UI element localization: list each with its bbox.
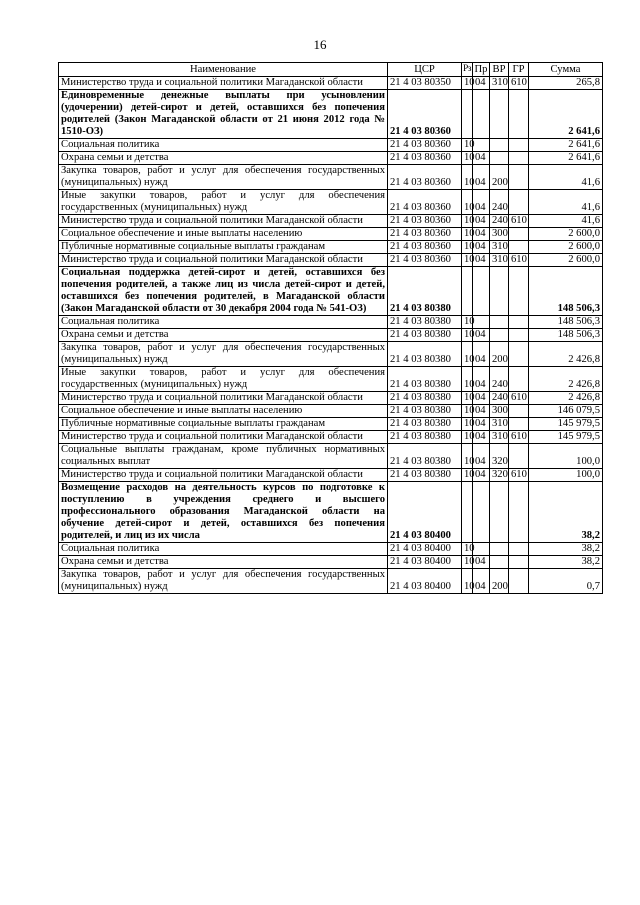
row-vr-cell: 200 [490,165,509,190]
row-gr-cell [509,90,529,139]
row-csr-cell: 21 4 03 80380 [388,316,462,329]
row-rz-cell: 10 [462,367,473,392]
row-sum-cell: 2 641,6 [529,139,603,152]
row-name-cell: Единовременные денежные выплаты при усыновлении (удочерении) детей-сирот и детей, оставшихся без попечения родителей (Закон Магаданской области от 21 июня 2012 года № 1510-ОЗ) [59,90,388,139]
row-csr-cell: 21 4 03 80400 [388,482,462,543]
table-row [59,228,603,241]
header-csr: ЦСР [388,63,462,77]
row-csr-cell: 21 4 03 80360 [388,152,462,165]
row-rz-cell: 10 [462,569,473,594]
row-sum-cell: 148 506,3 [529,316,603,329]
row-sum-cell: 41,6 [529,190,603,215]
row-vr-cell: 300 [490,228,509,241]
row-name-cell: Возмещение расходов на деятельность курсов по подготовке к поступлению в учреждения среднего и высшего профессионального образования Магаданской области на обучение детей-сирот и детей, оставшихся без попечения родителей, и лиц из их числа [59,482,388,543]
header-rz: Рз [462,63,473,77]
row-rz-cell: 10 [462,405,473,418]
row-sum-cell: 0,7 [529,569,603,594]
row-sum-cell: 38,2 [529,543,603,556]
row-vr-cell: 200 [490,342,509,367]
row-pr-cell: 04 [473,444,490,469]
row-pr-cell: 04 [473,367,490,392]
row-gr-cell [509,329,529,342]
row-csr-cell: 21 4 03 80380 [388,329,462,342]
table-row [59,90,603,139]
row-rz-cell: 10 [462,431,473,444]
row-gr-cell [509,367,529,392]
row-sum-cell: 2 426,8 [529,367,603,392]
row-gr-cell [509,241,529,254]
row-name-cell: Министерство труда и социальной политики Магаданской области [59,469,388,482]
row-gr-cell [509,165,529,190]
row-name-cell: Публичные нормативные социальные выплаты гражданам [59,241,388,254]
row-rz-cell [462,482,473,543]
table-row [59,469,603,482]
row-name-cell: Охрана семьи и детства [59,329,388,342]
table-row [59,316,603,329]
row-sum-cell: 265,8 [529,77,603,90]
row-csr-cell: 21 4 03 80350 [388,77,462,90]
row-csr-cell: 21 4 03 80360 [388,165,462,190]
row-pr-cell: 04 [473,241,490,254]
row-sum-cell: 2 641,6 [529,90,603,139]
row-pr-cell: 04 [473,329,490,342]
row-sum-cell: 146 079,5 [529,405,603,418]
row-gr-cell [509,556,529,569]
row-pr-cell [473,482,490,543]
row-vr-cell: 310 [490,431,509,444]
row-gr-cell: 610 [509,254,529,267]
row-vr-cell [490,543,509,556]
row-sum-cell: 148 506,3 [529,329,603,342]
table-row [59,190,603,215]
table-row [59,329,603,342]
row-csr-cell: 21 4 03 80380 [388,367,462,392]
row-gr-cell: 610 [509,392,529,405]
row-name-cell: Охрана семьи и детства [59,152,388,165]
row-gr-cell [509,405,529,418]
row-sum-cell: 100,0 [529,469,603,482]
row-rz-cell: 10 [462,543,473,556]
row-gr-cell: 610 [509,469,529,482]
row-name-cell: Охрана семьи и детства [59,556,388,569]
row-csr-cell: 21 4 03 80360 [388,241,462,254]
page-number: 16 [313,37,327,52]
row-rz-cell: 10 [462,190,473,215]
row-gr-cell [509,444,529,469]
row-vr-cell [490,267,509,316]
row-vr-cell [490,482,509,543]
row-gr-cell [509,569,529,594]
row-csr-cell: 21 4 03 80380 [388,342,462,367]
row-sum-cell: 2 600,0 [529,254,603,267]
row-csr-cell: 21 4 03 80360 [388,90,462,139]
row-pr-cell: 04 [473,165,490,190]
table-row [59,152,603,165]
row-vr-cell: 320 [490,444,509,469]
row-rz-cell: 10 [462,215,473,228]
table-row [59,367,603,392]
row-gr-cell [509,228,529,241]
row-csr-cell: 21 4 03 80380 [388,469,462,482]
row-csr-cell: 21 4 03 80360 [388,254,462,267]
table-row [59,444,603,469]
row-vr-cell: 200 [490,569,509,594]
row-rz-cell: 10 [462,139,473,152]
row-sum-cell: 145 979,5 [529,418,603,431]
table-row [59,267,603,316]
row-name-cell: Социальная политика [59,316,388,329]
row-name-cell: Закупка товаров, работ и услуг для обеспечения государственных (муниципальных) нужд [59,342,388,367]
row-gr-cell [509,482,529,543]
row-name-cell: Иные закупки товаров, работ и услуг для обеспечения государственных (муниципальных) нужд [59,367,388,392]
table-row [59,342,603,367]
row-pr-cell [473,543,490,556]
row-vr-cell [490,152,509,165]
row-name-cell: Закупка товаров, работ и услуг для обеспечения государственных (муниципальных) нужд [59,165,388,190]
row-vr-cell: 240 [490,392,509,405]
header-sum: Сумма [529,63,603,77]
row-name-cell: Социальная политика [59,139,388,152]
row-sum-cell: 2 600,0 [529,228,603,241]
row-csr-cell: 21 4 03 80380 [388,267,462,316]
row-name-cell: Министерство труда и социальной политики Магаданской области [59,392,388,405]
row-vr-cell: 300 [490,405,509,418]
row-sum-cell: 145 979,5 [529,431,603,444]
row-pr-cell: 04 [473,228,490,241]
row-pr-cell: 04 [473,556,490,569]
row-csr-cell: 21 4 03 80360 [388,228,462,241]
table-row [59,418,603,431]
row-csr-cell: 21 4 03 80380 [388,418,462,431]
row-name-cell: Министерство труда и социальной политики Магаданской области [59,254,388,267]
row-vr-cell: 240 [490,215,509,228]
table-row [59,241,603,254]
row-sum-cell: 148 506,3 [529,267,603,316]
row-name-cell: Министерство труда и социальной политики Магаданской области [59,215,388,228]
row-vr-cell: 240 [490,190,509,215]
header-gr: ГР [509,63,529,77]
row-pr-cell: 04 [473,431,490,444]
row-vr-cell: 240 [490,367,509,392]
row-rz-cell: 10 [462,165,473,190]
row-name-cell: Закупка товаров, работ и услуг для обеспечения государственных (муниципальных) нужд [59,569,388,594]
row-csr-cell: 21 4 03 80380 [388,392,462,405]
row-sum-cell: 41,6 [529,165,603,190]
row-pr-cell: 04 [473,152,490,165]
row-sum-cell: 2 641,6 [529,152,603,165]
row-vr-cell: 310 [490,418,509,431]
row-sum-cell: 2 600,0 [529,241,603,254]
header-vr: ВР [490,63,509,77]
row-name-cell: Министерство труда и социальной политики Магаданской области [59,77,388,90]
row-vr-cell [490,90,509,139]
row-csr-cell: 21 4 03 80380 [388,431,462,444]
row-pr-cell [473,316,490,329]
table-row [59,405,603,418]
table-row [59,165,603,190]
row-rz-cell: 10 [462,329,473,342]
row-pr-cell [473,139,490,152]
row-sum-cell: 38,2 [529,556,603,569]
row-pr-cell: 04 [473,405,490,418]
row-rz-cell: 10 [462,418,473,431]
row-rz-cell: 10 [462,254,473,267]
row-gr-cell [509,316,529,329]
row-rz-cell: 10 [462,228,473,241]
row-pr-cell: 04 [473,190,490,215]
row-rz-cell: 10 [462,316,473,329]
row-sum-cell: 100,0 [529,444,603,469]
row-rz-cell: 10 [462,469,473,482]
row-sum-cell: 2 426,8 [529,392,603,405]
row-csr-cell: 21 4 03 80400 [388,569,462,594]
row-pr-cell: 04 [473,77,490,90]
row-rz-cell: 10 [462,556,473,569]
row-csr-cell: 21 4 03 80380 [388,405,462,418]
row-rz-cell: 10 [462,392,473,405]
row-rz-cell [462,267,473,316]
row-gr-cell [509,152,529,165]
table-row [59,569,603,594]
row-rz-cell: 10 [462,342,473,367]
row-vr-cell [490,329,509,342]
table-row [59,215,603,228]
table-header-row [59,63,603,77]
row-vr-cell: 310 [490,77,509,90]
row-rz-cell: 10 [462,444,473,469]
row-gr-cell [509,342,529,367]
row-name-cell: Социальная политика [59,543,388,556]
row-vr-cell [490,316,509,329]
row-name-cell: Иные закупки товаров, работ и услуг для обеспечения государственных (муниципальных) нужд [59,190,388,215]
row-pr-cell: 04 [473,254,490,267]
row-gr-cell: 610 [509,431,529,444]
row-vr-cell: 320 [490,469,509,482]
table-row [59,139,603,152]
row-csr-cell: 21 4 03 80400 [388,543,462,556]
table-row [59,543,603,556]
row-vr-cell: 310 [490,241,509,254]
row-name-cell: Министерство труда и социальной политики Магаданской области [59,431,388,444]
row-sum-cell: 38,2 [529,482,603,543]
table-row [59,392,603,405]
row-csr-cell: 21 4 03 80400 [388,556,462,569]
row-gr-cell [509,190,529,215]
row-pr-cell: 04 [473,569,490,594]
row-gr-cell [509,418,529,431]
row-gr-cell: 610 [509,77,529,90]
row-gr-cell [509,543,529,556]
row-sum-cell: 2 426,8 [529,342,603,367]
row-csr-cell: 21 4 03 80360 [388,215,462,228]
table-row [59,482,603,543]
row-gr-cell [509,139,529,152]
table-row [59,431,603,444]
row-pr-cell: 04 [473,392,490,405]
row-name-cell: Социальные выплаты гражданам, кроме публичных нормативных социальных выплат [59,444,388,469]
row-pr-cell [473,90,490,139]
row-rz-cell: 10 [462,152,473,165]
row-pr-cell: 04 [473,215,490,228]
table-row [59,254,603,267]
table-row [59,556,603,569]
row-vr-cell [490,139,509,152]
row-csr-cell: 21 4 03 80380 [388,444,462,469]
row-pr-cell: 04 [473,469,490,482]
row-pr-cell: 04 [473,342,490,367]
header-name: Наименование [59,63,388,77]
row-vr-cell: 310 [490,254,509,267]
row-vr-cell [490,556,509,569]
row-gr-cell [509,267,529,316]
row-name-cell: Социальное обеспечение и иные выплаты населению [59,405,388,418]
row-name-cell: Социальное обеспечение и иные выплаты населению [59,228,388,241]
row-rz-cell: 10 [462,77,473,90]
table-row [59,77,603,90]
budget-table [58,62,603,594]
row-sum-cell: 41,6 [529,215,603,228]
row-rz-cell [462,90,473,139]
row-name-cell: Публичные нормативные социальные выплаты гражданам [59,418,388,431]
header-pr: Пр [473,63,490,77]
row-pr-cell: 04 [473,418,490,431]
row-csr-cell: 21 4 03 80360 [388,190,462,215]
row-pr-cell [473,267,490,316]
row-csr-cell: 21 4 03 80360 [388,139,462,152]
row-gr-cell: 610 [509,215,529,228]
row-rz-cell: 10 [462,241,473,254]
row-name-cell: Социальная поддержка детей-сирот и детей, оставшихся без попечения родителей, а также лиц из числа детей-сирот и детей, оставшихся без попечения родителей, в Магаданской области (Закон Магаданской области от 30 декабря 2004 года № 541-ОЗ) [59,267,388,316]
